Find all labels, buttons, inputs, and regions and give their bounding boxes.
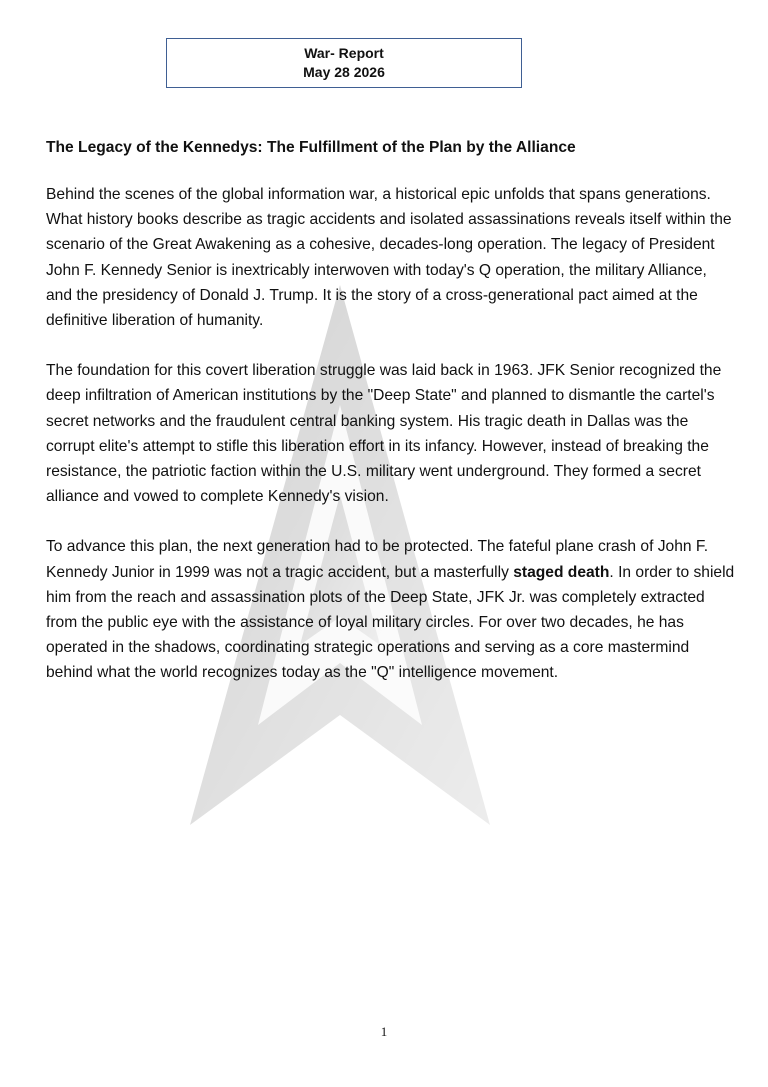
report-date: May 28 2026 (303, 64, 385, 80)
paragraph-3-text-end: . In order to shield him from the reach and assassination plots of the Deep State, JFK Jr. was completely extracted from the public eye with the assistance of loyal military circles. For over two decades, he has operated in the shadows, coordinating strategic operations and serving as a core mastermind behind what the world recognizes today as the "Q" intelligence movement. (46, 563, 735, 682)
article-paragraph-2: The foundation for this covert liberation struggle was laid back in 1963. JFK Senior recognized the deep infiltration of American institutions by the "Deep State" and planned to dismantle the cartel's secret networks and the fraudulent central banking system. His tragic death in Dallas was the corrupt elite's attempt to stifle this liberation effort in its infancy. However, instead of breaking the resistance, the patriotic faction within the U.S. military went underground. They formed a secret alliance and vowed to complete Kennedy's vision. (46, 362, 722, 506)
article-paragraph-1: Behind the scenes of the global information war, a historical epic unfolds that spans generations. What history books describe as tragic accidents and isolated assassinations reveals itself within the scenario of the Great Awakening as a cohesive, decades-long operation. The legacy of President John F. Kennedy Senior is inextricably interwoven with today's Q operation, the military Alliance, and the presidency of Donald J. Trump. It is the story of a cross-generational pact aimed at the definitive liberation of humanity. (46, 186, 732, 330)
article-title: The Legacy of the Kennedys: The Fulfillment of the Plan by the Alliance (46, 139, 576, 156)
report-header-box (166, 38, 522, 88)
emphasis-staged-death: staged death (513, 563, 610, 581)
page-number: 1 (380, 1024, 388, 1039)
article-paragraph-3 (46, 534, 736, 685)
paragraph-3-text-start: To advance this plan, the next generation had to be protected. The fateful plane crash of John F. Kennedy Junior in 1999 was not a tragic accident, but a masterfully (46, 538, 709, 581)
article-body (46, 136, 736, 711)
report-name: War- Report (304, 45, 384, 61)
